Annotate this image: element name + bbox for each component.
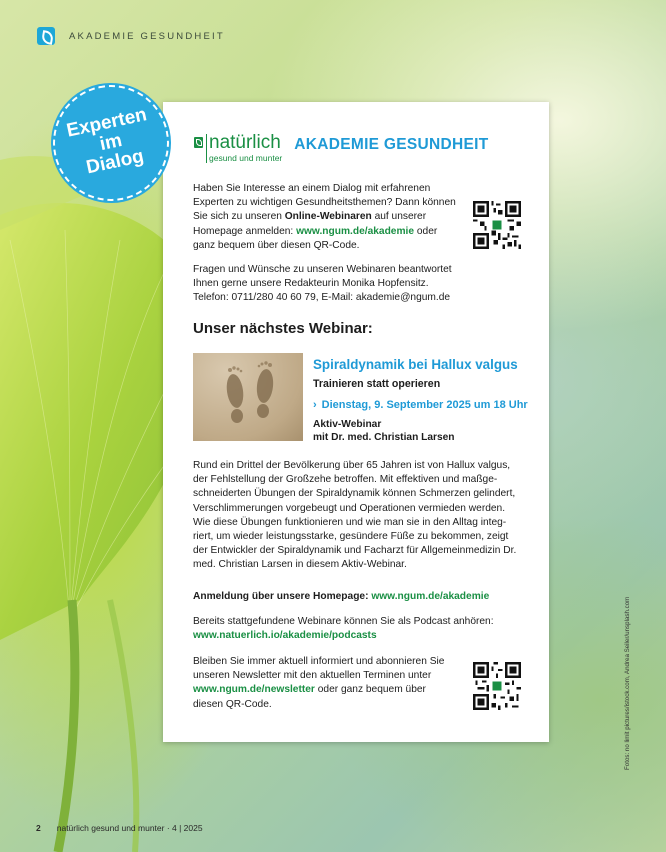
next-webinar-heading: Unser nächstes Webinar: bbox=[193, 320, 373, 337]
experts-dialog-badge: Experten im Dialog bbox=[42, 74, 180, 212]
academy-title: AKADEMIE GESUNDHEIT bbox=[294, 136, 489, 153]
brand-name: natürlich bbox=[209, 132, 281, 153]
registration-link[interactable]: www.ngum.de/akademie bbox=[371, 591, 490, 602]
brand-subtitle: gesund und munter bbox=[209, 153, 283, 163]
webinar-title[interactable]: Spiraldynamik bei Hallux valgus bbox=[313, 357, 518, 372]
webinar-type: Aktiv-Webinar mit Dr. med. Christian Larsen bbox=[313, 419, 455, 443]
webinar-date: › Dienstag, 9. September 2025 um 18 Uhr bbox=[313, 399, 528, 411]
registration-line: Anmeldung über unsere Homepage: www.ngum.de/akademie bbox=[193, 591, 490, 602]
newsletter-link[interactable]: www.ngum.de/newsletter bbox=[193, 684, 315, 696]
leaf-logo-icon bbox=[37, 27, 55, 45]
page-number: 2 bbox=[36, 823, 41, 833]
footer-text: natürlich gesund und munter · 4 | 2025 bbox=[56, 823, 203, 833]
qr-code-akademie[interactable] bbox=[473, 201, 521, 249]
photo-credit: Fotos: no limit pictures/istock.com, Andrea Seiler/unsplash.com bbox=[624, 596, 631, 770]
page-header bbox=[37, 27, 225, 45]
akademie-link[interactable]: www.ngum.de/akademie bbox=[296, 225, 415, 237]
page-footer bbox=[36, 823, 203, 833]
intro-paragraph: Haben Sie Interesse an einem Dialog mit erfahrenen Experten zu wichtigen Gesundheitsthemen? Dann können Sie sich zu unseren Online-Webinaren auf unserer Homepage anmelden: www.ngum.de/akademie oder ganz bequem über diesen QR-Code. bbox=[193, 183, 456, 251]
footprints-photo bbox=[193, 353, 303, 441]
contact-paragraph: Fragen und Wünsche zu unseren Webinaren beantwortet Ihnen gerne unsere Redakteurin Monika Hopfensitz. Telefon: 0711/280 40 60 79, E-Mail: akademie@ngum.de bbox=[193, 264, 452, 304]
podcast-paragraph: Bereits stattgefundene Webinare können Sie als Podcast anhören: www.natuerlich.io/akademie/podcasts bbox=[193, 615, 523, 643]
header-title: AKADEMIE GESUNDHEIT bbox=[69, 30, 225, 42]
newsletter-paragraph: Bleiben Sie immer aktuell informiert und abonnieren Sie unseren Newsletter mit den aktuellen Terminen unter www.ngum.de/newsletter oder ganz bequem über diesen QR-Code. bbox=[193, 656, 445, 710]
academy-card bbox=[163, 102, 549, 742]
qr-code-newsletter[interactable] bbox=[473, 662, 521, 710]
chevron-right-icon: › bbox=[313, 399, 317, 411]
webinar-description: Rund ein Drittel der Bevölkerung über 65 Jahren ist von Hallux valgus, der Fehlstellung der Großzehe betroffen. Mit effektiven und maßge-schneiderten Übungen der Spiraldynamik können Schmerzen gelindert, Verschlimmerungen vorgebeugt und Operationen vermieden werden. Wie diese Übungen funktionieren und wie man sie in den Alltag integ-riert, um wieder leistungsstarke, gesündere Füße zu bekommen, zeigt der Entwickler der Spiraldynamik und Facharzt für Allgemeinmedizin Dr. med. Christian Larsen in diesem Aktiv-Webinar. bbox=[193, 460, 517, 571]
webinar-subtitle: Trainieren statt operieren bbox=[313, 378, 441, 390]
brand-header bbox=[194, 134, 489, 163]
podcast-link[interactable]: www.natuerlich.io/akademie/podcasts bbox=[193, 630, 377, 642]
leaf-logo-icon bbox=[194, 137, 203, 148]
